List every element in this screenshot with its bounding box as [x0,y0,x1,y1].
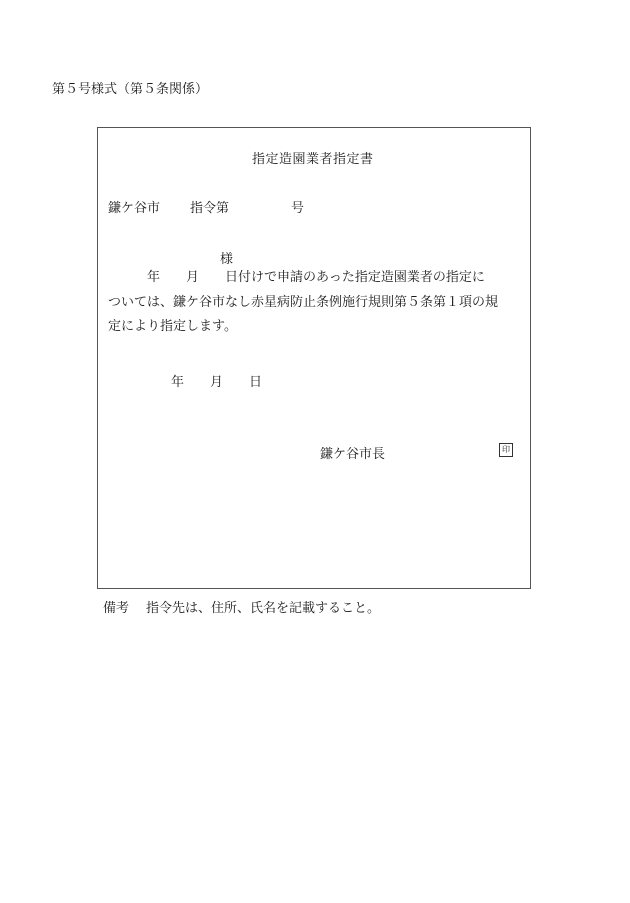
certificate-body [108,266,526,340]
issue-date: 年 月 日 [171,375,263,390]
body-line: 年 月 日付けで申請のあった指定造園業者の指定に [108,270,485,285]
addressee-honorific: 様 [220,252,234,267]
note-label: 備考 [103,601,130,616]
mayor-signature: 鎌ケ谷市長 [320,447,386,462]
body-line: 定により指定します。 [108,319,237,334]
certificate-frame [97,127,531,589]
body-line: ついては、鎌ケ谷市なし赤星病防止条例施行規則第５条第１項の規 [108,294,499,310]
note-text: 指令先は、住所、氏名を記載すること。 [146,601,381,616]
certificate-title: 指定造園業者指定書 [252,152,374,167]
seal-icon: 印 [499,443,513,457]
issuer-name: 鎌ケ谷市 [108,201,161,216]
form-label: 第５号様式（第５条関係） [52,82,209,97]
order-number-label: 指令第 [190,201,230,216]
order-number-suffix: 号 [291,201,305,216]
